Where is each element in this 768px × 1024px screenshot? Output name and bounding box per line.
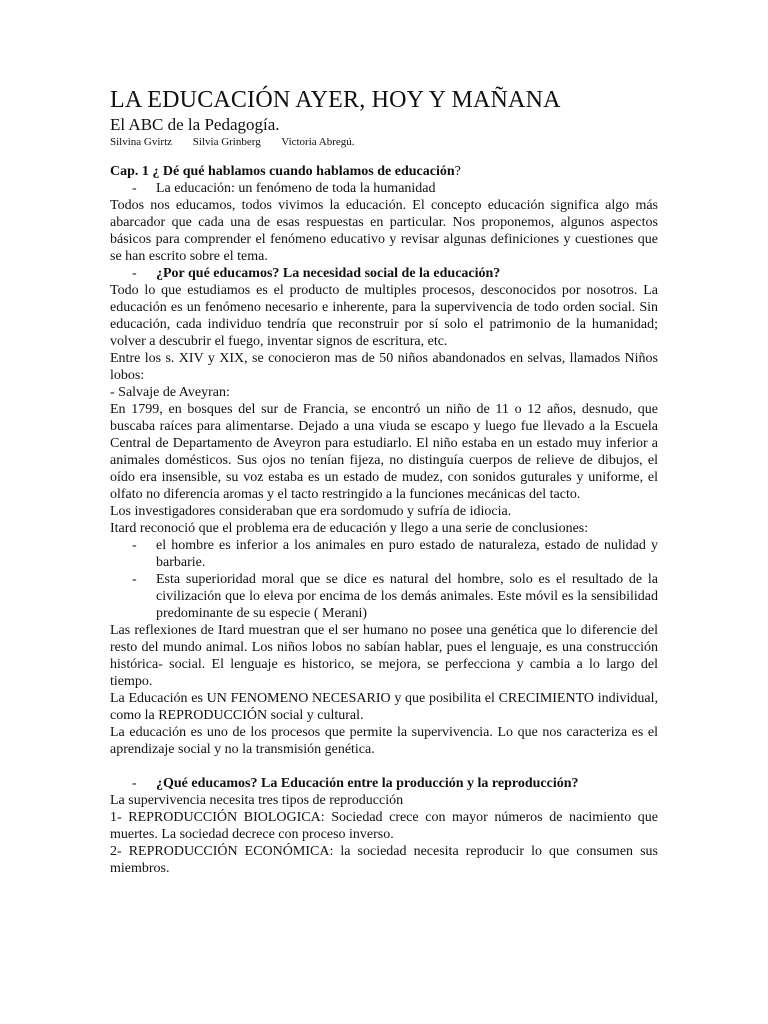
author-list <box>110 135 658 149</box>
document-subtitle: El ABC de la Pedagogía. <box>110 115 280 134</box>
author-name: Silvia Grinberg <box>192 136 261 148</box>
paragraph: Las reflexiones de Itard muestran que el ser humano no posee una genética que lo diferencie del resto del mundo animal. Los niños lobos no sabían hablar, pues el lenguaje, es una construcción histórica- social. El lenguaje es historico, se mejora, se perfecciona y cambia a lo largo del tiempo. <box>110 623 658 689</box>
bullet-item: - Esta superioridad moral que se dice es natural del hombre, solo es el resultado de la civilización que lo eleva por encima de los demás animales. Este móvil es la sensibilidad predominante de su especie ( Merani) <box>110 571 658 622</box>
bullet-dash: - <box>132 538 137 553</box>
bullet-dash: - <box>132 266 137 281</box>
paragraph: En 1799, en bosques del sur de Francia, se encontró un niño de 11 o 12 años, desnudo, que buscaba raíces para alimentarse. Dejado a una viuda se escapo y luego fue llevado a la Escuela Central de Departamento de Aveyron para estudiarlo. El niño estaba en un estado muy inferior a animales domésticos. Sus ojos no tenían fijeza, no distinguía cuerpos de relieve de dibujos, el oído era insensible, su voz estaba es un estado de mudez, con sonidos guturales y uniforme, el olfato no diferencia aromas y el tacto restringido a la funciones mecánicas del tacto. <box>110 402 658 502</box>
bullet-item: - el hombre es inferior a los animales en puro estado de naturaleza, estado de nulidad y barbarie. <box>110 537 658 571</box>
bullet-dash: - <box>132 776 137 791</box>
paragraph: Todos nos educamos, todos vivimos la educación. El concepto educación significa algo más abarcador que cada una de esas respuestas en particular. Nos proponemos, algunos aspectos básicos para comprender el fenómeno educativo y revisar algunas definiciones y cuestiones que se han escrito sobre el tema. <box>110 198 658 264</box>
document-title: LA EDUCACIÓN AYER, HOY Y MAÑANA <box>110 87 561 113</box>
paragraph: Itard reconoció que el problema era de educación y llego a una serie de conclusiones: <box>110 521 589 536</box>
section-heading: - ¿Qué educamos? La Educación entre la producción y la reproducción? <box>110 775 658 792</box>
paragraph: 1- REPRODUCCIÓN BIOLOGICA: Sociedad crece con mayor números de nacimiento que muertes. La sociedad decrece con proceso inverso. <box>110 810 658 842</box>
author-name: Victoria Abregú. <box>281 136 355 148</box>
bullet-dash: - <box>132 181 137 196</box>
paragraph: Todo lo que estudiamos es el producto de multiples procesos, desconocidos por nosotros. La educación es un fenómeno necesario e inherente, para la supervivencia de todo orden social. Sin educación, cada individuo tendría que reconstruir por sí solo el patrimonio de la humanidad; volver a descubrir el fuego, inventar signos de escritura, etc. <box>110 283 658 349</box>
bullet-dash: - <box>132 572 137 587</box>
paragraph: 2- REPRODUCCIÓN ECONÓMICA: la sociedad necesita reproducir lo que consumen sus miembros. <box>110 844 658 876</box>
paragraph: La educación es uno de los procesos que permite la supervivencia. Lo que nos caracteriza es el aprendizaje social y no la transmisión genética. <box>110 725 658 757</box>
paragraph: Entre los s. XIV y XIX, se conocieron mas de 50 niños abandonados en selvas, llamados Niños lobos: <box>110 351 658 383</box>
chapter-heading: Cap. 1 ¿ Dé qué hablamos cuando hablamos de educación? <box>110 164 461 179</box>
paragraph: Los investigadores consideraban que era sordomudo y sufría de idiocia. <box>110 504 512 519</box>
paragraph: La supervivencia necesita tres tipos de reproducción <box>110 793 404 808</box>
section-heading: - ¿Por qué educamos? La necesidad social de la educación? <box>110 265 658 282</box>
bullet-item: - La educación: un fenómeno de toda la humanidad <box>110 180 658 197</box>
author-name: Silvina Gvirtz <box>110 136 173 148</box>
spacer <box>110 758 658 775</box>
paragraph: La Educación es UN FENOMENO NECESARIO y que posibilita el CRECIMIENTO individual, como la REPRODUCCIÓN social y cultural. <box>110 691 658 723</box>
paragraph: - Salvaje de Aveyran: <box>110 385 230 400</box>
